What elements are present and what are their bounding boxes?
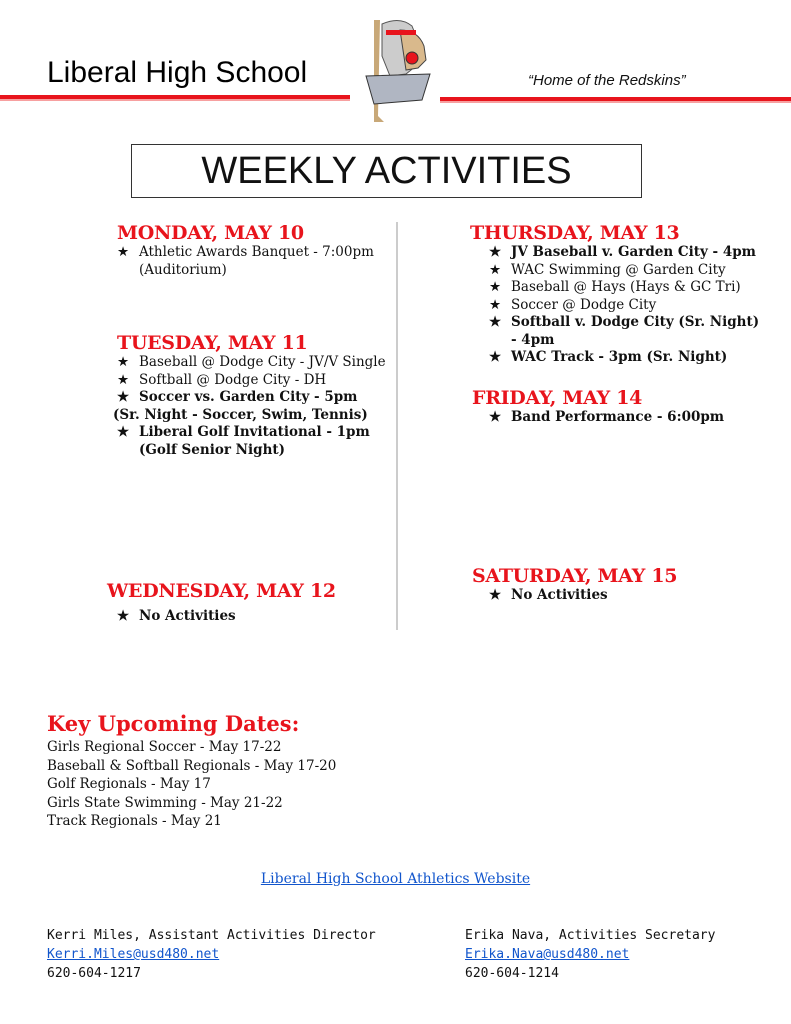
star-icon: ★ <box>489 244 502 260</box>
activity-item: ★ Baseball @ Hays (Hays & GC Tri) <box>489 279 741 295</box>
star-icon: ★ <box>489 279 502 295</box>
column-divider <box>396 222 398 630</box>
activity-item: ★ No Activities <box>489 587 608 603</box>
header-rule-right <box>440 97 791 103</box>
star-icon: ★ <box>489 349 502 365</box>
day-saturday <box>472 565 762 605</box>
star-icon: ★ <box>489 261 502 278</box>
senior-night-note: (Sr. Night - Soccer, Swim, Tennis) <box>113 406 368 423</box>
day-heading: MONDAY, MAY 10 <box>117 222 304 244</box>
star-icon: ★ <box>117 389 130 405</box>
contact-email-link[interactable]: Erika.Nava@usd480.net <box>465 947 630 962</box>
day-heading: TUESDAY, MAY 11 <box>117 332 308 354</box>
star-icon: ★ <box>489 587 502 603</box>
activity-item: ★ WAC Track - 3pm (Sr. Night) <box>489 349 728 365</box>
activity-item: ★ Athletic Awards Banquet - 7:00pm (Auditorium) <box>117 244 374 278</box>
activity-item: ★ JV Baseball v. Garden City - 4pm <box>489 244 756 260</box>
contact-phone: 620-604-1214 <box>465 966 559 981</box>
key-dates-heading: Key Upcoming Dates: <box>47 711 300 736</box>
contact-kerri-miles <box>47 926 376 983</box>
key-date-item: Golf Regionals - May 17 <box>47 776 211 792</box>
activity-item: ★ Softball @ Dodge City - DH <box>117 371 327 388</box>
motto: “Home of the Redskins” <box>528 72 686 89</box>
star-icon: ★ <box>489 314 502 330</box>
day-heading: WEDNESDAY, MAY 12 <box>107 580 336 602</box>
page-title: WEEKLY ACTIVITIES <box>131 144 642 198</box>
contact-phone: 620-604-1217 <box>47 966 141 981</box>
activity-item: ★ Soccer @ Dodge City <box>489 296 657 313</box>
star-icon: ★ <box>117 424 130 440</box>
day-wednesday <box>107 580 387 626</box>
star-icon: ★ <box>489 409 502 425</box>
contact-email-link[interactable]: Kerri.Miles@usd480.net <box>47 947 220 962</box>
star-icon: ★ <box>489 296 502 313</box>
contact-name: Kerri Miles, Assistant Activities Director <box>47 928 376 943</box>
school-name: Liberal High School <box>47 56 308 89</box>
day-heading: THURSDAY, MAY 13 <box>470 222 680 244</box>
contact-erika-nava <box>465 926 715 983</box>
star-icon: ★ <box>117 244 130 260</box>
key-date-item: Track Regionals - May 21 <box>47 813 222 829</box>
activity-item: ★ No Activities <box>117 608 236 624</box>
day-tuesday <box>113 332 387 459</box>
contact-name: Erika Nava, Activities Secretary <box>465 928 716 943</box>
activity-item: ★ Softball v. Dodge City (Sr. Night) - 4pm <box>489 314 760 348</box>
star-icon: ★ <box>117 354 130 370</box>
key-dates-list <box>47 738 336 831</box>
star-icon: ★ <box>117 608 130 624</box>
day-friday <box>472 387 762 427</box>
day-heading: SATURDAY, MAY 15 <box>472 565 678 587</box>
header-rule-left <box>0 95 350 101</box>
key-date-item: Girls State Swimming - May 21-22 <box>47 794 283 811</box>
star-icon: ★ <box>117 371 130 388</box>
key-date-item: Baseball & Softball Regionals - May 17-20 <box>47 757 337 774</box>
activity-item: ★ Band Performance - 6:00pm <box>489 409 725 425</box>
activity-item: ★ Baseball @ Dodge City - JV/V Single <box>117 354 386 370</box>
activity-item: ★ Liberal Golf Invitational - 1pm (Golf Senior Night) <box>117 424 370 458</box>
day-monday <box>117 222 387 279</box>
athletics-website-link[interactable]: Liberal High School Athletics Website <box>260 871 531 887</box>
day-heading: FRIDAY, MAY 14 <box>472 387 643 409</box>
day-thursday <box>470 222 760 367</box>
school-logo <box>360 16 436 124</box>
key-date-item: Girls Regional Soccer - May 17-22 <box>47 739 282 755</box>
activity-item: ★ Soccer vs. Garden City - 5pm <box>117 389 358 405</box>
activity-item: ★ WAC Swimming @ Garden City <box>489 261 726 278</box>
